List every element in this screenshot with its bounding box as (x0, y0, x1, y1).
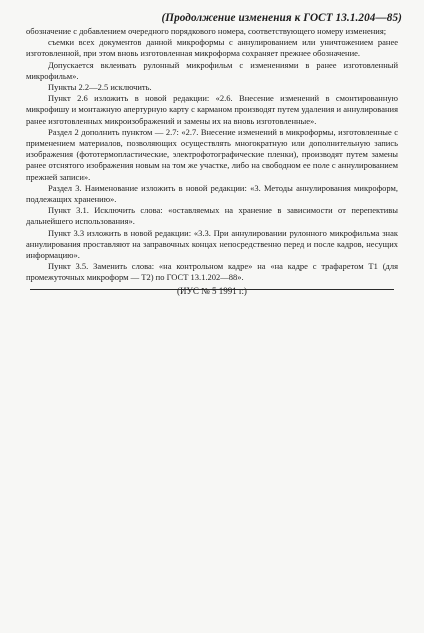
paragraph: Пункт 3.5. Заменить слова: «на контрольном кадре» на «на кадре с трафаретом Т1 (для промежуточных микроформ — Т2) по ГОСТ 13.1.202—88». (26, 261, 398, 283)
paragraph: Раздел 3. Наименование изложить в новой редакции: «3. Методы аннулирования микроформ, подлежащих хранению». (26, 182, 398, 205)
page-header: (Продолжение изменения к ГОСТ 13.1.204—85) (161, 12, 402, 24)
paragraph: Пункты 2.2—2.5 исключить. (48, 82, 152, 93)
document-body (26, 26, 398, 297)
paragraph: обозначение с добавлением очередного порядкового номера, соответствующего номеру изменения; (26, 26, 387, 36)
paragraph: Пункт 3.3 изложить в новой редакции: «3.3. При аннулировании рулонного микрофильма знак аннулирования проставляют на заправочных концах непосредственно перед и после кадров, несущих информацию». (26, 227, 398, 261)
paragraph: Допускается вклеивать рулонный микрофильм с изменениями в ранее изготовленный микрофильм». (26, 59, 398, 81)
paragraph: Пункт 2.6 изложить в новой редакции: «2.6. Внесение изменений в смонтированную микрофишу и монтажную апертурную карту с карманом производят путем удаления и аннулирования ранее изготовленных микроизображений и замены их на вновь изготовленные». (26, 93, 398, 126)
source-note: (ИУС № 5 1991 г.) (177, 285, 247, 296)
paragraph: съемки всех документов данной микроформы с аннулированием или уничтожением ранее изготовленной, при этом вновь изготовленная микроформа сохраняет прежнее обозначение. (26, 37, 398, 59)
paragraph: Пункт 3.1. Исключить слова: «оставляемых на хранение в зависимости от перепективы дальнейшего использования». (26, 205, 398, 227)
paragraph: Раздел 2 дополнить пунктом — 2.7: «2.7. Внесение изменений в микроформы, изготовленные с применением материалов, позволяющих осуществлять многократную или дополнительную запись изображения (фототермопластические, электрофотографические пленки), производят путем замены ранее отснятого изображения новым на том же участке, либо на свободном ее поле с аннулированием прежней записи». (26, 126, 398, 182)
horizontal-rule (30, 289, 394, 290)
